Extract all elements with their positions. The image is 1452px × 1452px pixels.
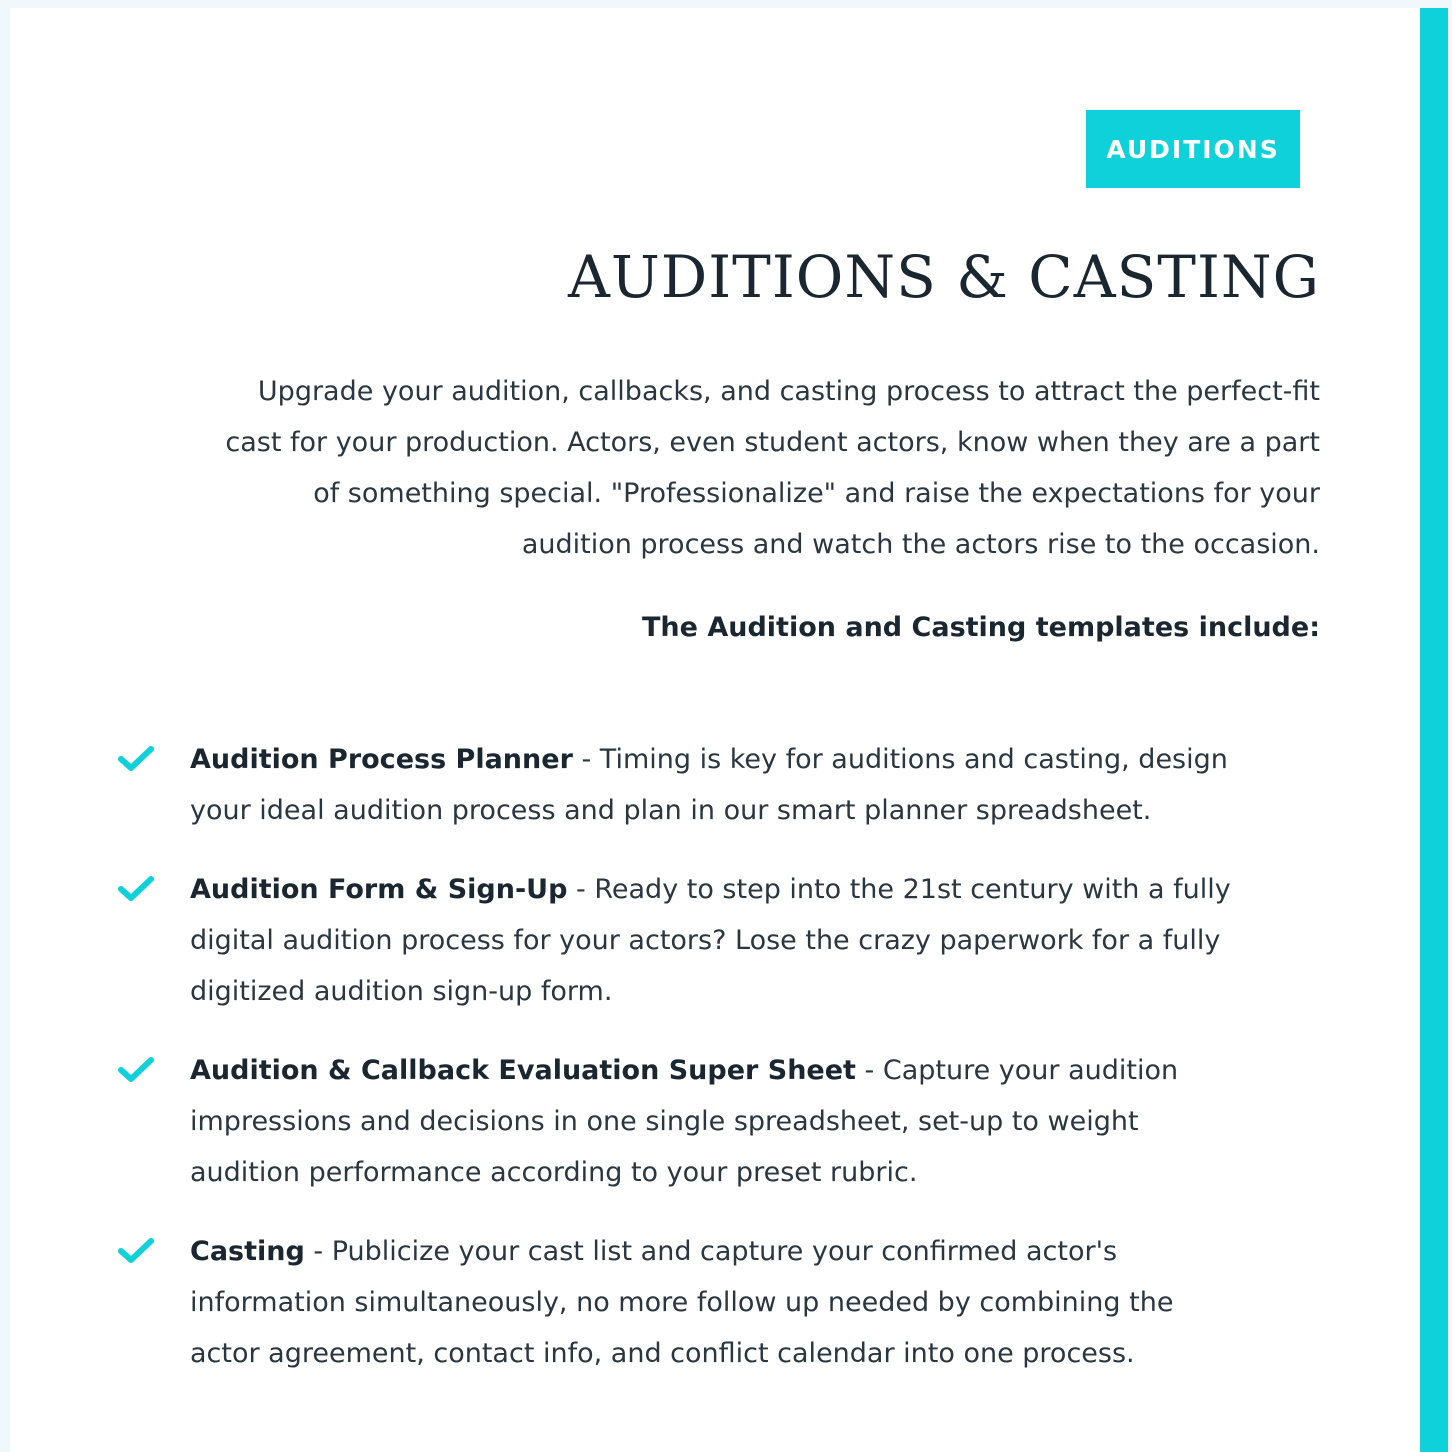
check-icon	[118, 1237, 154, 1265]
feature-description-line: digitized audition sign-up form.	[190, 976, 613, 1007]
feature-first-line	[190, 1226, 1328, 1277]
feature-list	[118, 734, 1328, 1407]
feature-description-line: your ideal audition process and plan in our smart planner spreadsheet.	[190, 795, 1152, 826]
feature-item-audition-process-planner	[118, 734, 1328, 836]
page-title: AUDITIONS & CASTING	[568, 243, 1320, 311]
feature-item-casting	[118, 1226, 1328, 1379]
feature-description-line: digital audition process for your actors? Lose the crazy paperwork for a fully	[190, 925, 1221, 956]
intro-line: of something special. "Professionalize" and raise the expectations for your	[313, 478, 1320, 509]
feature-name: Audition Process Planner	[190, 744, 573, 775]
feature-name: Audition Form & Sign-Up	[190, 874, 568, 905]
feature-first-line	[190, 1045, 1328, 1096]
feature-name: Audition & Callback Evaluation Super Sheet	[190, 1055, 856, 1086]
check-icon	[118, 745, 154, 773]
feature-description: - Capture your audition	[855, 1055, 1179, 1086]
feature-description: - Timing is key for auditions and casting, design	[572, 744, 1228, 775]
feature-description-line: audition performance according to your preset rubric.	[190, 1157, 918, 1188]
auditions-badge[interactable]: AUDITIONS	[1086, 110, 1300, 188]
feature-description-line: actor agreement, contact info, and conflict calendar into one process.	[190, 1338, 1135, 1369]
feature-description-line: information simultaneously, no more follow up needed by combining the	[190, 1287, 1174, 1318]
intro-line: Upgrade your audition, callbacks, and casting process to attract the perfect-fit	[257, 376, 1320, 407]
feature-first-line	[190, 734, 1328, 785]
feature-description: - Publicize your cast list and capture your confirmed actor's	[304, 1236, 1118, 1267]
intro-paragraph	[110, 366, 1320, 570]
feature-description-line: impressions and decisions in one single spreadsheet, set-up to weight	[190, 1106, 1139, 1137]
feature-name: Casting	[190, 1236, 305, 1267]
accent-bar	[1420, 8, 1448, 1452]
feature-item-evaluation-super-sheet	[118, 1045, 1328, 1198]
feature-description: - Ready to step into the 21st century with a fully	[567, 874, 1231, 905]
check-icon	[118, 1056, 154, 1084]
templates-heading: The Audition and Casting templates include:	[641, 612, 1320, 643]
feature-first-line	[190, 864, 1328, 915]
intro-line: audition process and watch the actors rise to the occasion.	[521, 529, 1320, 560]
feature-item-audition-form-sign-up	[118, 864, 1328, 1017]
check-icon	[118, 875, 154, 903]
intro-line: cast for your production. Actors, even student actors, know when they are a part	[225, 427, 1320, 458]
